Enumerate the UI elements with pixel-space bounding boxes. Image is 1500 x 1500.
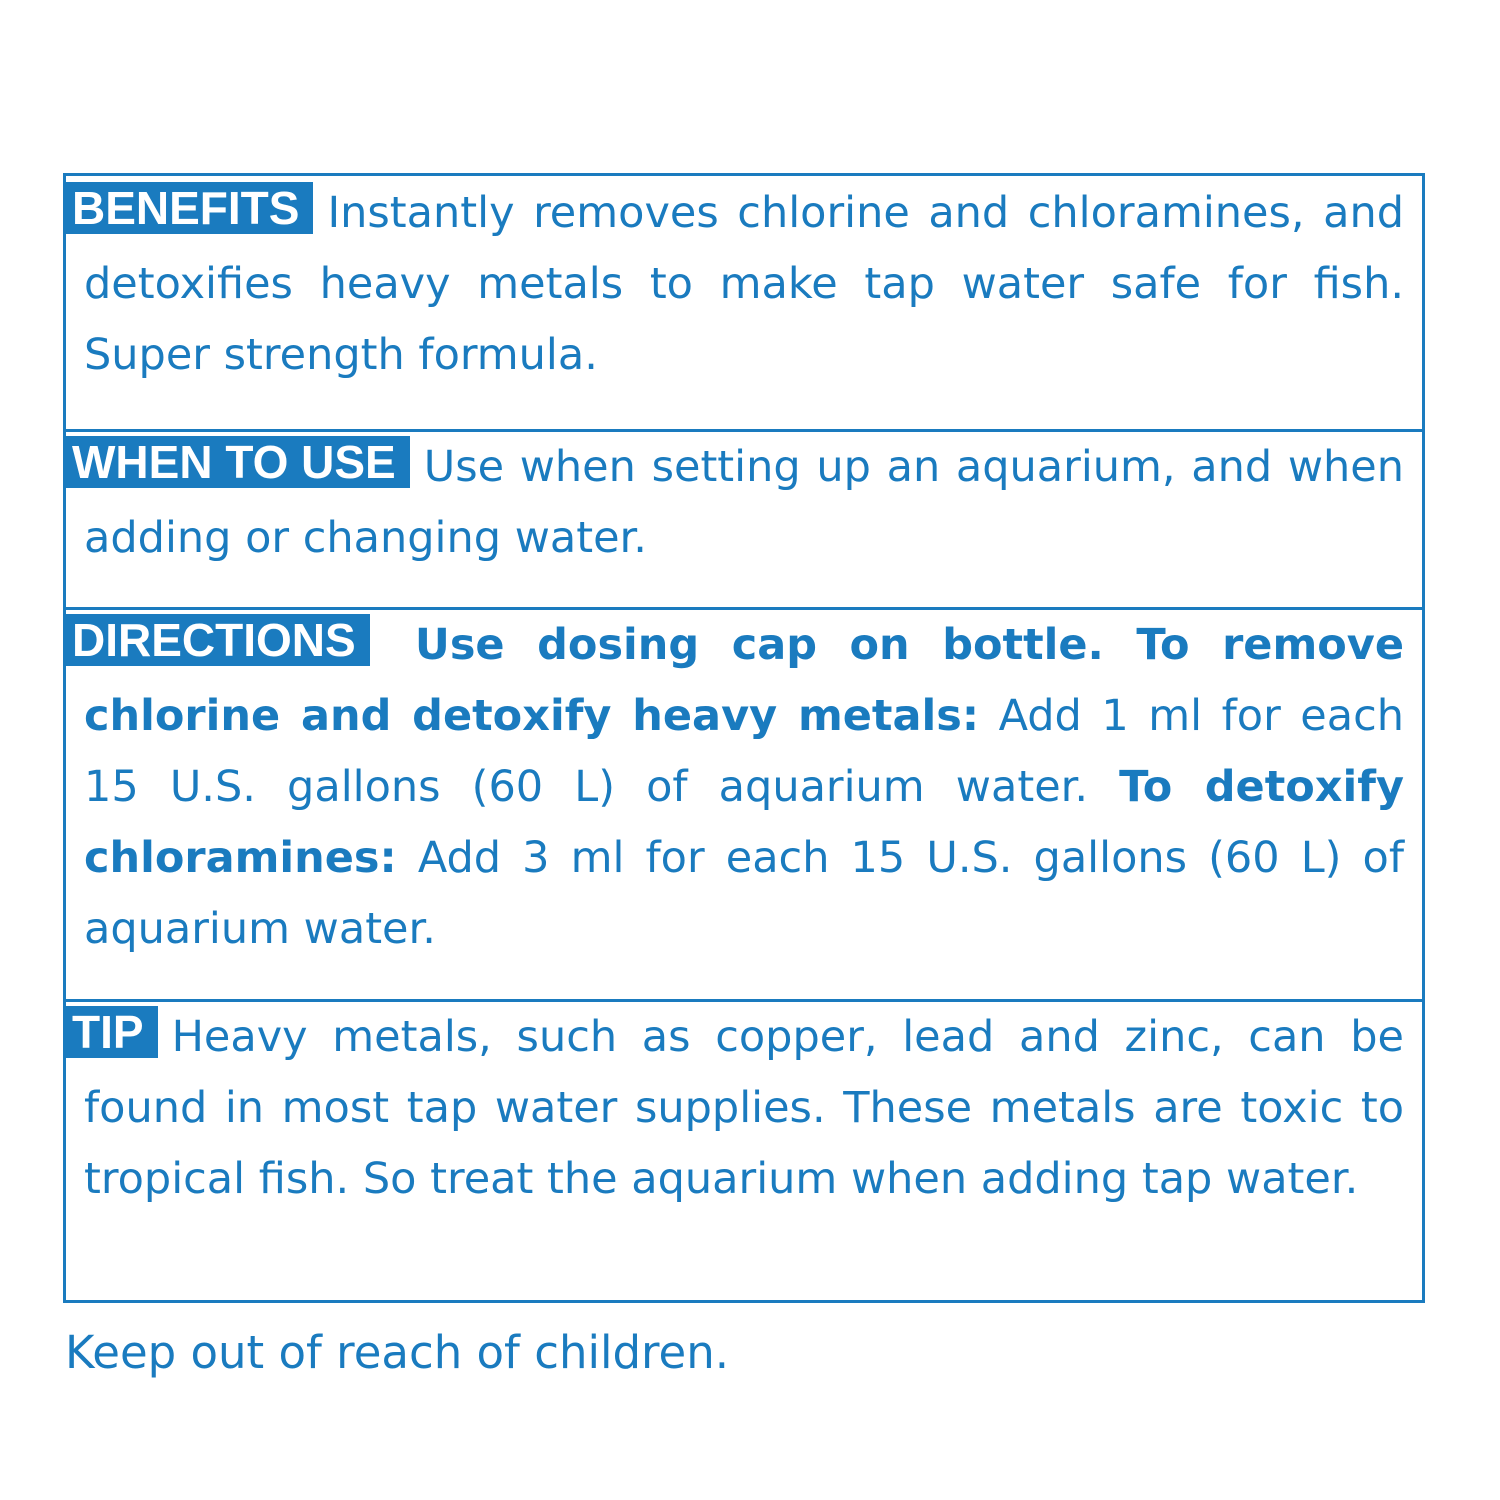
directions-bold-1: Use dosing cap on bottle. To remove chlorine and detoxify heavy metals: [84, 620, 1404, 741]
tip-text: Heavy metals, such as copper, lead and zinc, can be found in most tap water supplies. These metals are toxic to tropical fish. So treat the aquarium when adding tap water. [84, 1012, 1404, 1204]
when-to-use-text: Use when setting up an aquarium, and when adding or changing water. [84, 442, 1404, 563]
directions-tag: DIRECTIONS [66, 614, 370, 666]
benefits-section [66, 176, 1422, 429]
benefits-paragraph [72, 178, 1404, 391]
directions-paragraph [72, 610, 1405, 965]
when-to-use-paragraph [72, 432, 1404, 574]
benefits-text: Instantly removes chlorine and chloramines, and detoxifies heavy metals to make tap water safe for fish. Super strength formula. [84, 188, 1404, 380]
tip-section [66, 999, 1422, 1300]
when-to-use-tag: WHEN TO USE [66, 436, 410, 488]
when-to-use-section [66, 429, 1422, 607]
tip-paragraph [72, 1002, 1404, 1215]
directions-section [66, 607, 1422, 999]
child-safety-warning: Keep out of reach of children. [65, 1326, 730, 1379]
instructions-label-box [63, 173, 1425, 1303]
directions-bold-2: To detoxify chloramines: [84, 762, 1405, 883]
directions-text-2: Add 3 ml for each 15 U.S. gallons (60 L) of aquarium water. [84, 833, 1404, 954]
directions-text-1: Add 1 ml for each 15 U.S. gallons (60 L) of aquarium water. [84, 691, 1404, 812]
benefits-tag: BENEFITS [66, 182, 313, 234]
tip-tag: TIP [66, 1006, 158, 1058]
